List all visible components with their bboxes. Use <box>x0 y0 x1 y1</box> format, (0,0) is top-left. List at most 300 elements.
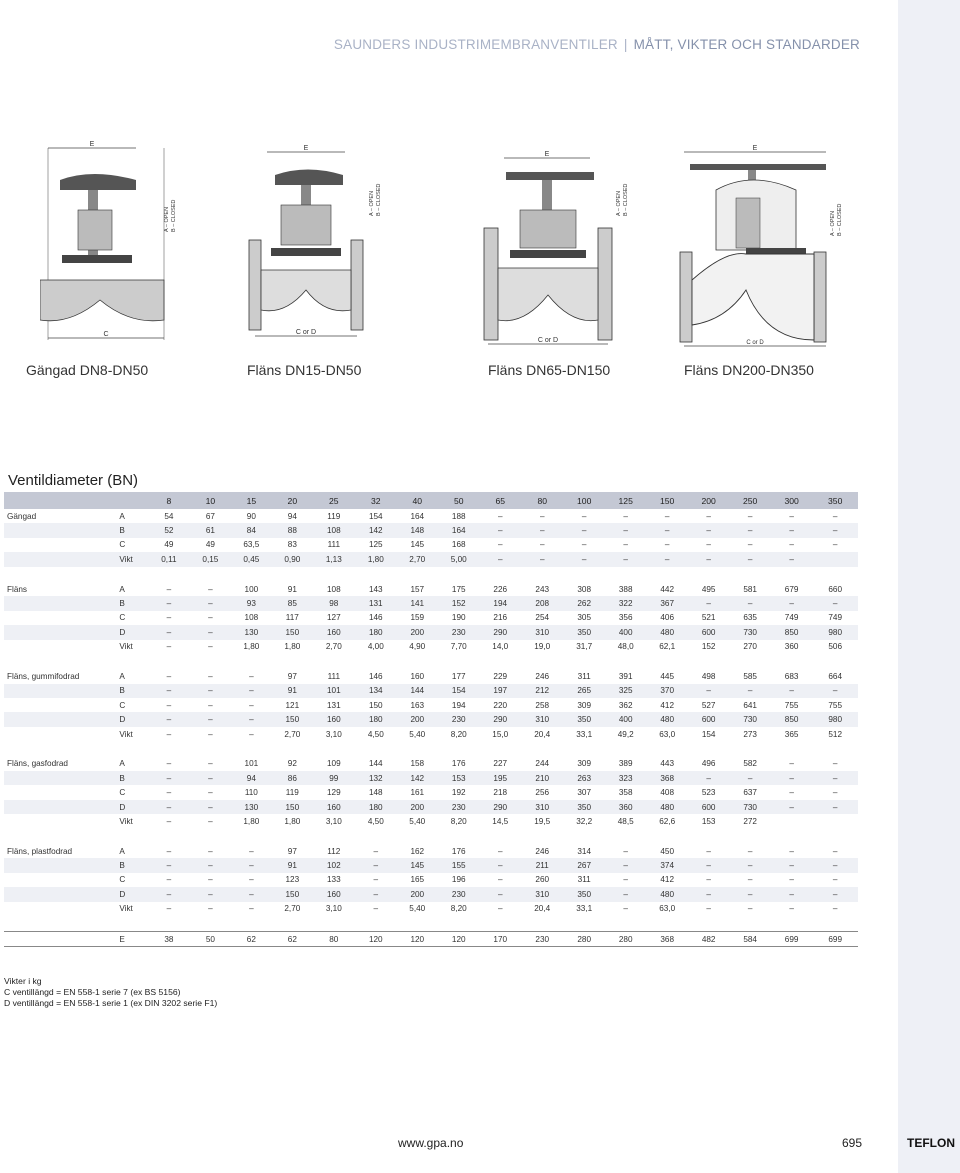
table-cell: 130 <box>231 800 272 814</box>
side-band <box>898 0 960 1173</box>
table-cell: 117 <box>285 613 299 623</box>
row-label: D <box>117 712 147 726</box>
table-cell: 200 <box>397 800 438 814</box>
table-cell: 133 <box>326 875 341 885</box>
dim-e-label: E <box>752 145 758 152</box>
table-cell: – <box>249 671 254 681</box>
table-cell: 1,80 <box>243 816 260 826</box>
table-cell: 480 <box>646 887 687 901</box>
group-name <box>4 727 117 741</box>
table-cell: 180 <box>355 800 396 814</box>
size-header: 10 <box>190 492 230 509</box>
table-cell: 120 <box>397 932 438 947</box>
table-cell: 101 <box>313 684 355 698</box>
row-label: B <box>117 523 147 537</box>
table-row <box>4 800 858 814</box>
table-cell: 129 <box>326 788 341 798</box>
table-cell: 356 <box>618 613 633 623</box>
table-cell: 1,80 <box>355 552 396 566</box>
table-cell: – <box>747 904 753 914</box>
size-header: 8 <box>148 492 190 509</box>
table-cell: 195 <box>480 771 521 785</box>
row-label: C <box>119 788 126 798</box>
row-label: E <box>117 932 147 947</box>
table-cell: 496 <box>701 759 716 769</box>
table-cell <box>812 552 858 566</box>
table-cell: 196 <box>451 875 466 885</box>
table-cell: – <box>605 858 646 872</box>
group-name <box>4 552 117 566</box>
table-cell: 119 <box>327 511 341 521</box>
table-cell: 226 <box>493 584 508 594</box>
table-cell: – <box>623 540 628 550</box>
table-cell: – <box>373 904 379 914</box>
table-cell: 4,50 <box>367 816 384 826</box>
row-label: B <box>117 596 147 610</box>
spacer-cell <box>4 916 858 932</box>
table-cell: 322 <box>605 596 646 610</box>
table-cell: 0,11 <box>148 552 190 566</box>
table-cell: 14,0 <box>492 642 509 652</box>
table-cell: – <box>231 887 272 901</box>
table-row <box>4 596 858 610</box>
table-cell: 197 <box>480 684 521 698</box>
table-cell: 111 <box>327 540 341 550</box>
table-cell: 177 <box>451 671 466 681</box>
table-cell: 400 <box>605 625 646 639</box>
table-cell: 160 <box>313 800 355 814</box>
table-cell: – <box>812 800 858 814</box>
row-label: A <box>119 511 125 521</box>
table-row <box>4 902 858 916</box>
note-line: Vikter i kg <box>4 976 42 986</box>
row-label: C <box>119 613 126 623</box>
row-label: Vikt <box>117 552 147 566</box>
size-header: 25 <box>313 492 355 509</box>
table-cell: 127 <box>326 613 341 623</box>
spacer-cell <box>4 741 858 756</box>
table-cell: – <box>812 596 858 610</box>
table-cell: 311 <box>577 875 591 885</box>
table-cell: 8,20 <box>450 729 467 739</box>
table-cell: – <box>664 540 670 550</box>
table-cell: 350 <box>563 625 604 639</box>
table-cell: – <box>688 684 729 698</box>
table-cell: – <box>148 684 190 698</box>
table-cell: – <box>771 523 812 537</box>
table-cell: 63,5 <box>243 540 260 550</box>
table-cell: – <box>623 904 628 914</box>
table-cell: – <box>166 642 172 652</box>
table-cell: – <box>729 887 770 901</box>
table-cell: 52 <box>148 523 190 537</box>
table-cell: 176 <box>451 846 466 856</box>
table-cell: – <box>190 596 230 610</box>
group-name <box>4 814 117 828</box>
table-cell: 263 <box>563 771 604 785</box>
table-cell: 132 <box>355 771 396 785</box>
row-label: D <box>117 625 147 639</box>
table-cell: 62,1 <box>659 642 676 652</box>
table-cell: 506 <box>828 642 843 652</box>
table-cell <box>771 814 812 828</box>
table-cell: – <box>249 904 254 914</box>
table-cell: 2,70 <box>325 642 342 652</box>
table-cell: 48,5 <box>617 816 634 826</box>
table-cell: 314 <box>577 846 592 856</box>
table-cell: 98 <box>313 596 355 610</box>
table-cell: 362 <box>618 700 633 710</box>
table-cell: 307 <box>577 788 592 798</box>
dim-cd-label: C or D <box>746 340 764 346</box>
table-cell: 154 <box>368 511 383 521</box>
valve-drawing-flanged-large <box>676 140 846 354</box>
size-header: 80 <box>521 492 563 509</box>
table-cell: – <box>812 887 858 901</box>
table-cell: 125 <box>368 540 383 550</box>
table-cell: – <box>249 846 254 856</box>
table-cell: 3,10 <box>325 816 342 826</box>
spacer-cell <box>4 567 858 582</box>
table-cell: – <box>166 788 172 798</box>
table-cell: 699 <box>771 932 812 947</box>
table-cell: – <box>706 511 711 521</box>
table-cell: – <box>747 511 753 521</box>
table-cell: 180 <box>355 625 396 639</box>
table-cell: 699 <box>812 932 858 947</box>
table-cell: – <box>729 552 770 566</box>
table-cell: – <box>729 596 770 610</box>
table-cell: 123 <box>285 875 300 885</box>
table-cell: 358 <box>618 788 633 798</box>
table-cell: 168 <box>451 540 466 550</box>
table-cell: 211 <box>521 858 563 872</box>
table-cell: 145 <box>410 540 425 550</box>
table-cell: 83 <box>287 540 297 550</box>
table-cell: 142 <box>355 523 396 537</box>
table-cell: 19,0 <box>534 642 551 652</box>
table-cell: 443 <box>660 759 675 769</box>
table-cell: – <box>789 788 794 798</box>
table-cell: – <box>771 684 812 698</box>
table-cell: 480 <box>646 625 687 639</box>
size-header-row <box>4 492 858 509</box>
header-separator: | <box>623 37 628 52</box>
size-header: 15 <box>231 492 272 509</box>
table-cell: – <box>373 846 379 856</box>
table-cell: 2,70 <box>284 904 301 914</box>
table-cell: 14,5 <box>492 816 509 826</box>
table-cell: 480 <box>646 800 687 814</box>
table-cell: 112 <box>327 846 341 856</box>
table-cell: 33,1 <box>576 729 593 739</box>
row-label: A <box>119 584 125 594</box>
table-cell: – <box>166 700 172 710</box>
table-cell: 8,20 <box>450 816 467 826</box>
table-cell: 93 <box>231 596 272 610</box>
size-header: 40 <box>397 492 438 509</box>
table-cell: 664 <box>828 671 843 681</box>
table-cell: 175 <box>451 584 466 594</box>
table-cell: 160 <box>313 887 355 901</box>
group-name <box>4 684 117 698</box>
table-cell: 308 <box>577 584 592 594</box>
table-cell: 585 <box>743 671 757 681</box>
table-row <box>4 640 858 654</box>
table-cell: – <box>208 904 213 914</box>
table-cell: 154 <box>701 729 716 739</box>
caption-flanged-small: Fläns DN15-DN50 <box>247 362 362 378</box>
table-row <box>4 552 858 566</box>
table-cell: – <box>563 523 604 537</box>
table-cell: 400 <box>605 712 646 726</box>
table-cell: 256 <box>535 788 550 798</box>
table-cell: – <box>190 858 230 872</box>
table-cell: 91 <box>272 858 312 872</box>
table-cell: – <box>208 642 213 652</box>
table-cell: 584 <box>729 932 770 947</box>
header-blank <box>4 492 117 509</box>
row-label: B <box>117 771 147 785</box>
table-cell: 3,10 <box>325 729 342 739</box>
table-cell: 150 <box>272 800 312 814</box>
table-cell: 679 <box>784 584 799 594</box>
table-cell: 62,6 <box>659 816 676 826</box>
size-header: 20 <box>272 492 312 509</box>
table-cell: – <box>706 846 711 856</box>
table-cell: 495 <box>701 584 716 594</box>
row-label: B <box>117 684 147 698</box>
table-cell: – <box>623 846 628 856</box>
table-cell: – <box>355 887 396 901</box>
section-title: Ventildiameter (BN) <box>8 472 139 489</box>
table-cell: – <box>249 700 254 710</box>
table-cell: 97 <box>287 671 297 681</box>
dimension-table-body <box>4 509 858 947</box>
table-cell: 111 <box>327 671 341 681</box>
table-cell: 4,50 <box>367 729 384 739</box>
group-name: Fläns <box>7 584 28 594</box>
table-cell: – <box>789 875 794 885</box>
table-row <box>4 684 858 698</box>
table-row <box>4 873 858 887</box>
size-header: 125 <box>605 492 646 509</box>
table-row <box>4 669 858 683</box>
group-name <box>4 596 117 610</box>
table-cell: 91 <box>272 684 312 698</box>
table-cell: 38 <box>148 932 190 947</box>
table-cell: – <box>812 858 858 872</box>
group-spacer <box>4 741 858 756</box>
table-cell: 216 <box>493 613 508 623</box>
table-cell: 412 <box>660 700 675 710</box>
table-cell: 262 <box>563 596 604 610</box>
table-cell: 19,5 <box>534 816 551 826</box>
row-label: C <box>119 700 126 710</box>
table-cell: 408 <box>660 788 675 798</box>
table-cell: 194 <box>451 700 466 710</box>
row-label: D <box>117 887 147 901</box>
table-cell: 1,80 <box>284 816 301 826</box>
row-label: A <box>119 846 125 856</box>
table-cell: 310 <box>521 625 563 639</box>
table-row <box>4 785 858 799</box>
size-header: 200 <box>688 492 729 509</box>
table-cell: 311 <box>577 671 591 681</box>
table-cell: – <box>729 523 770 537</box>
table-cell: 15,0 <box>492 729 509 739</box>
table-cell: 164 <box>438 523 479 537</box>
table-cell: 108 <box>326 584 341 594</box>
table-cell: 244 <box>535 759 550 769</box>
dim-cd-label: C or D <box>537 337 559 344</box>
table-cell: 309 <box>577 759 592 769</box>
table-cell: – <box>688 858 729 872</box>
table-cell: 150 <box>272 712 312 726</box>
table-cell: – <box>148 887 190 901</box>
table-cell: 482 <box>688 932 729 947</box>
table-cell: – <box>646 552 687 566</box>
table-cell: – <box>208 816 213 826</box>
table-cell: 660 <box>828 584 843 594</box>
header-blank <box>117 492 147 509</box>
table-cell: – <box>832 875 838 885</box>
valve-drawing-threaded <box>40 140 180 350</box>
row-label: A <box>119 759 125 769</box>
table-cell: – <box>231 858 272 872</box>
table-cell: – <box>480 887 521 901</box>
table-cell: – <box>521 523 563 537</box>
table-cell: – <box>190 684 230 698</box>
table-cell: 374 <box>646 858 687 872</box>
table-cell: 91 <box>287 584 297 594</box>
table-cell: 108 <box>313 523 355 537</box>
table-cell: 144 <box>368 759 383 769</box>
table-cell: 146 <box>368 671 383 681</box>
table-cell: – <box>231 712 272 726</box>
note-line: D ventillängd = EN 558-1 serie 1 (ex DIN 3202 serie F1) <box>4 998 218 1008</box>
table-cell: 635 <box>743 613 757 623</box>
table-cell: 99 <box>313 771 355 785</box>
row-label: Vikt <box>119 904 133 914</box>
table-cell: 260 <box>535 875 550 885</box>
table-cell: – <box>480 523 521 537</box>
table-cell: 8,20 <box>450 904 467 914</box>
row-label: Vikt <box>119 729 133 739</box>
group-name: Fläns, plastfodrad <box>7 846 73 856</box>
table-cell: 86 <box>272 771 312 785</box>
table-cell: 100 <box>244 584 259 594</box>
group-name <box>4 640 117 654</box>
table-cell: 148 <box>368 788 383 798</box>
table-cell: 7,70 <box>450 642 467 652</box>
table-cell: 730 <box>729 800 770 814</box>
table-cell: 97 <box>287 846 297 856</box>
table-cell: 20,4 <box>534 729 551 739</box>
group-name <box>4 625 117 639</box>
table-cell: – <box>729 771 770 785</box>
dim-c-label: C <box>103 331 109 338</box>
table-cell: – <box>581 511 587 521</box>
caption-flanged-medium: Fläns DN65-DN150 <box>488 362 611 378</box>
table-cell: 581 <box>743 584 757 594</box>
table-cell: 108 <box>244 613 259 623</box>
table-cell: 309 <box>577 700 592 710</box>
table-cell: 144 <box>397 684 438 698</box>
status-open-label: A – OPEN <box>830 210 836 236</box>
table-cell: – <box>688 771 729 785</box>
table-cell: – <box>208 759 213 769</box>
table-cell: 188 <box>451 511 466 521</box>
table-cell: 63,0 <box>659 904 676 914</box>
table-cell: – <box>190 712 230 726</box>
table-row <box>4 523 858 537</box>
group-name <box>4 932 117 947</box>
table-row <box>4 582 858 596</box>
table-cell: 194 <box>480 596 521 610</box>
table-cell: 170 <box>480 932 521 947</box>
table-cell: – <box>148 858 190 872</box>
table-cell: 63,0 <box>659 729 676 739</box>
table-cell: – <box>605 523 646 537</box>
table-cell: 49 <box>164 540 174 550</box>
table-cell: 305 <box>577 613 592 623</box>
group-name: Gängad <box>7 511 37 521</box>
table-cell: – <box>832 540 838 550</box>
table-cell: – <box>208 846 213 856</box>
table-cell: – <box>208 700 213 710</box>
table-cell: – <box>166 875 172 885</box>
table-cell: 368 <box>646 771 687 785</box>
table-cell: – <box>729 858 770 872</box>
group-name <box>4 538 117 552</box>
row-label: C <box>119 875 126 885</box>
table-cell: 582 <box>743 759 757 769</box>
table-cell: 270 <box>743 642 757 652</box>
dim-e-label: E <box>303 145 309 152</box>
notes <box>4 976 217 1009</box>
group-name <box>4 902 117 916</box>
table-row <box>4 844 858 858</box>
table-cell: 749 <box>828 613 843 623</box>
table-cell: 94 <box>231 771 272 785</box>
table-cell: 20,4 <box>534 904 551 914</box>
table-cell: – <box>832 759 838 769</box>
group-name: Fläns, gummifodrad <box>7 671 80 681</box>
table-cell: 90 <box>246 511 256 521</box>
table-cell: 192 <box>451 788 466 798</box>
caption-flanged-large: Fläns DN200-DN350 <box>684 362 814 378</box>
table-cell: 480 <box>646 712 687 726</box>
table-cell: – <box>373 875 379 885</box>
table-cell: 80 <box>313 932 355 947</box>
table-cell: 600 <box>688 712 729 726</box>
table-cell: 153 <box>438 771 479 785</box>
table-cell: – <box>166 584 172 594</box>
table-cell: – <box>480 552 521 566</box>
table-cell: 120 <box>355 932 396 947</box>
table-cell: 130 <box>231 625 272 639</box>
table-cell: – <box>771 771 812 785</box>
table-cell: 94 <box>287 511 297 521</box>
status-closed-label: B – CLOSED <box>376 183 382 216</box>
table-cell: 200 <box>397 625 438 639</box>
table-cell: – <box>497 511 503 521</box>
group-name <box>4 785 117 799</box>
table-cell: – <box>190 800 230 814</box>
table-cell: 152 <box>701 642 716 652</box>
table-cell: 4,90 <box>409 642 426 652</box>
